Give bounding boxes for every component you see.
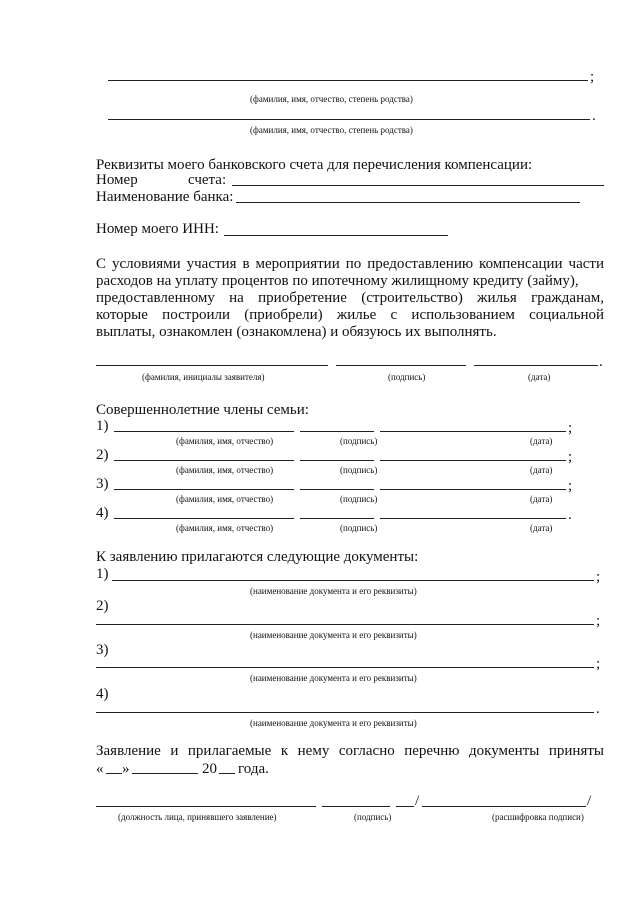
family-date-line[interactable] [380, 431, 566, 432]
bank-name-label: Наименование банка: [96, 189, 234, 205]
date-quote-close: » [122, 761, 130, 777]
line-end-punct: ; [596, 613, 601, 629]
family-heading: Совершеннолетние члены семьи: [96, 402, 309, 418]
caption-family-sign: (подпись) [340, 494, 378, 504]
line-end-punct: . [596, 701, 600, 717]
family-sign-line[interactable] [300, 431, 374, 432]
bank-heading: Реквизиты моего банковского счета для перечисления компенсации: [96, 157, 533, 173]
accept-day-line[interactable] [106, 773, 122, 774]
family-sign-line[interactable] [300, 518, 374, 519]
family-name-line[interactable] [114, 518, 294, 519]
caption-family-sign: (подпись) [340, 465, 378, 475]
slash-separator: / [587, 793, 592, 809]
signature-decode-line[interactable] [422, 806, 586, 807]
caption-document: (наименование документа и его реквизиты) [250, 586, 417, 596]
conditions-line: выплаты, ознакомлен (ознакомлена) и обязуюсь их выполнять. [96, 324, 497, 340]
slash-separator: / [415, 793, 420, 809]
accept-year-line[interactable] [219, 773, 235, 774]
family-name-line[interactable] [114, 460, 294, 461]
conditions-line: предоставленному на приобретение (строительство) жилья гражданам, [96, 290, 604, 306]
caption-family-date: (дата) [530, 523, 553, 533]
line-end-punct: . [568, 507, 572, 523]
applicant-date-line[interactable] [474, 365, 598, 366]
document-number: 4) [96, 686, 109, 702]
caption-family-name: (фамилия, имя, отчество) [176, 465, 274, 475]
caption-family-date: (дата) [530, 494, 553, 504]
bank-name-line[interactable] [236, 202, 580, 203]
year-suffix: года. [238, 761, 269, 777]
family-date-line[interactable] [380, 518, 566, 519]
family-date-line[interactable] [380, 489, 566, 490]
line-end-punct: . [592, 108, 596, 124]
line-end-punct: ; [596, 569, 601, 585]
conditions-line: С условиями участия в мероприятии по предоставлению компенсации части [96, 256, 604, 272]
conditions-paragraph [96, 256, 604, 341]
caption-applicant-sign: (подпись) [388, 372, 426, 382]
documents-heading: К заявлению прилагаются следующие документы: [96, 549, 419, 565]
line-end-punct: ; [568, 449, 573, 465]
document-line[interactable] [96, 667, 594, 668]
caption-relative-1: (фамилия, имя, отчество, степень родства) [250, 94, 413, 104]
caption-family-sign: (подпись) [340, 436, 378, 446]
year-prefix: 20 [202, 761, 217, 777]
family-row-number: 2) [96, 447, 109, 463]
document-line[interactable] [96, 624, 594, 625]
caption-document: (наименование документа и его реквизиты) [250, 630, 417, 640]
document-number: 3) [96, 642, 109, 658]
account-label: Номер [96, 172, 138, 188]
caption-family-name: (фамилия, имя, отчество) [176, 436, 274, 446]
caption-position: (должность лица, принявшего заявление) [118, 812, 277, 822]
line-end-punct: ; [596, 656, 601, 672]
family-sign-line[interactable] [300, 489, 374, 490]
family-row-number: 3) [96, 476, 109, 492]
document-line[interactable] [112, 580, 594, 581]
caption-applicant-name: (фамилия, инициалы заявителя) [142, 372, 265, 382]
signature-short-line[interactable] [396, 806, 414, 807]
caption-family-sign: (подпись) [340, 523, 378, 533]
conditions-line: которые построили (приобрели) жилье с использованием социальной [96, 307, 604, 323]
inn-label: Номер моего ИНН: [96, 221, 219, 237]
conditions-line: расходов на уплату процентов по ипотечному жилищному кредиту (займу), [96, 273, 579, 289]
caption-relative-2: (фамилия, имя, отчество, степень родства) [250, 125, 413, 135]
caption-family-name: (фамилия, имя, отчество) [176, 494, 274, 504]
caption-family-date: (дата) [530, 436, 553, 446]
applicant-name-line[interactable] [96, 365, 328, 366]
account-number-line[interactable] [232, 185, 604, 186]
caption-signature-decode: (расшифровка подписи) [492, 812, 584, 822]
document-number: 2) [96, 598, 109, 614]
inn-line[interactable] [224, 235, 448, 236]
signature-line[interactable] [322, 806, 390, 807]
line-end-punct: ; [568, 420, 573, 436]
accept-month-line[interactable] [132, 773, 198, 774]
date-quote-open: « [96, 761, 104, 777]
relative-name-line-1[interactable] [108, 80, 588, 81]
family-name-line[interactable] [114, 489, 294, 490]
caption-document: (наименование документа и его реквизиты) [250, 673, 417, 683]
document-number: 1) [96, 566, 109, 582]
line-end-punct: ; [590, 69, 595, 85]
caption-document: (наименование документа и его реквизиты) [250, 718, 417, 728]
acceptance-text: Заявление и прилагаемые к нему согласно перечню документы приняты [96, 743, 604, 759]
family-row-number: 1) [96, 418, 109, 434]
line-end-punct: . [599, 354, 603, 370]
family-name-line[interactable] [114, 431, 294, 432]
family-row-number: 4) [96, 505, 109, 521]
caption-applicant-date: (дата) [528, 372, 551, 382]
relative-name-line-2[interactable] [108, 119, 590, 120]
caption-family-date: (дата) [530, 465, 553, 475]
document-line[interactable] [96, 712, 594, 713]
applicant-sign-line[interactable] [336, 365, 466, 366]
caption-signature: (подпись) [354, 812, 392, 822]
family-sign-line[interactable] [300, 460, 374, 461]
account-label-2: счета: [188, 172, 227, 188]
line-end-punct: ; [568, 478, 573, 494]
caption-family-name: (фамилия, имя, отчество) [176, 523, 274, 533]
family-date-line[interactable] [380, 460, 566, 461]
position-line[interactable] [96, 806, 316, 807]
